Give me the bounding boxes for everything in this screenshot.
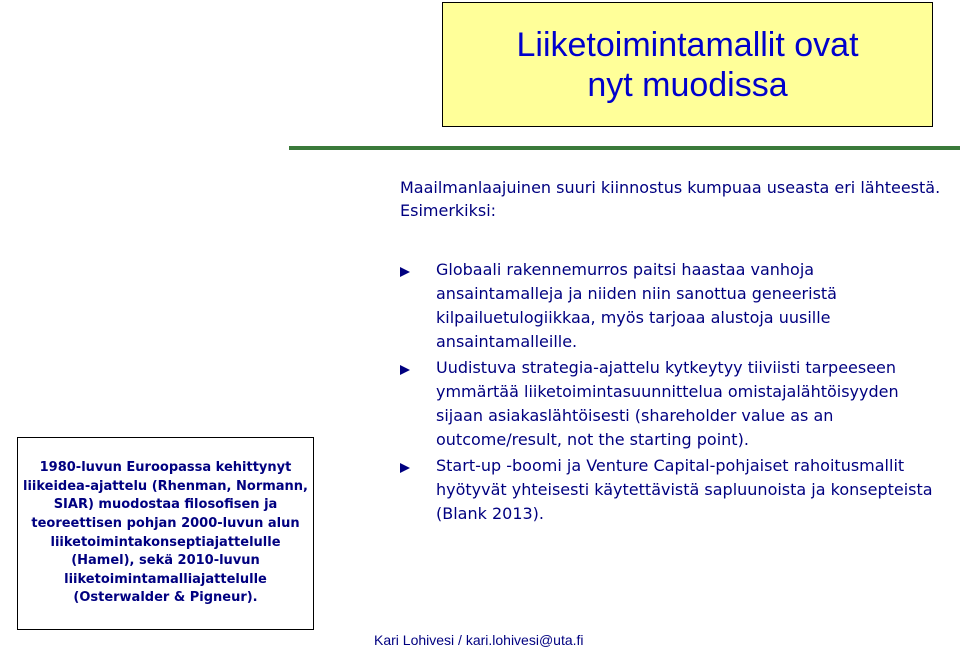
triangle-bullet-icon — [400, 267, 410, 277]
bullet-item — [398, 454, 946, 526]
footer-credit: Kari Lohivesi / kari.lohivesi@uta.fi — [374, 632, 584, 648]
side-note-box — [17, 437, 314, 630]
intro-text: Maailmanlaajuinen suuri kiinnostus kumpuaa useasta eri lähteestä. Esimerkiksi: — [400, 178, 941, 220]
side-note-text: 1980-luvun Euroopassa kehittynyt liikeidea-ajattelu (Rhenman, Normann, SIAR) muodostaa filosofisen ja teoreettisen pohjan 2000-luvun alun liiketoimintakonseptiajattelulle (Hamel), sekä 2010-luvun liiketoimintamalliajattelulle (Osterwalder & Pigneur). — [22, 460, 309, 606]
title-divider — [289, 146, 960, 150]
bullet-text: Globaali rakennemurros paitsi haastaa vanhoja ansaintamalleja ja niiden niin sanottua geneeristä kilpailuetulogiikkaa, myös tarjoaa alustoja uusille ansaintamalleille. — [436, 260, 837, 351]
bullet-text: Uudistuva strategia-ajattelu kytkeytyy tiiviisti tarpeeseen ymmärtää liiketoimintasuunnittelua omistajalähtöisyyden sijaan asiakaslähtöisesti (shareholder value as an outcome/result, not the starting point). — [436, 358, 899, 449]
bullet-text: Start-up -boomi ja Venture Capital-pohjaiset rahoitusmallit hyötyvät yhteisesti käytettävistä sapluunoista ja konsepteista (Blank 2013). — [436, 456, 933, 523]
slide-title: Liiketoimintamallit ovat nyt muodissa — [516, 25, 859, 104]
title-box — [442, 2, 933, 127]
triangle-bullet-icon — [400, 365, 410, 375]
bullet-list — [398, 258, 946, 526]
bullet-item — [398, 258, 946, 354]
bullet-item — [398, 356, 946, 452]
triangle-bullet-icon — [400, 463, 410, 473]
